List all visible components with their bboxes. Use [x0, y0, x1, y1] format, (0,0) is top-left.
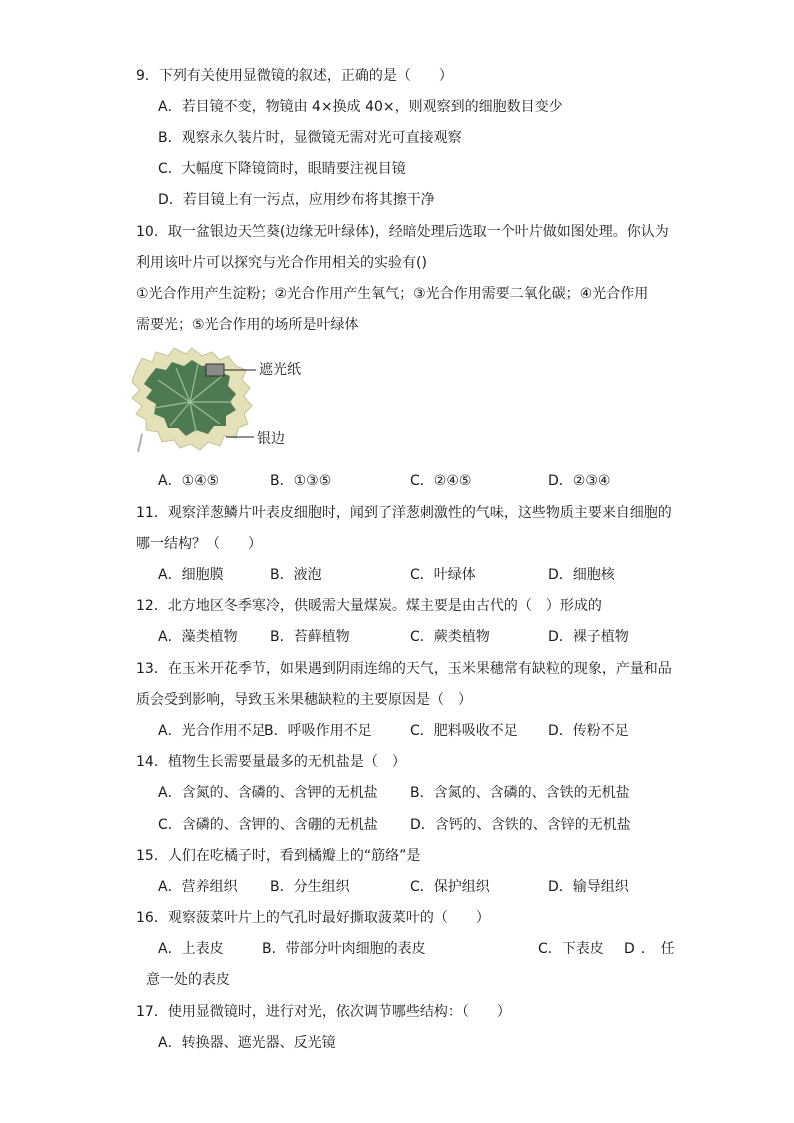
question-10-stem: 10．取一盆银边天竺葵(边缘无叶绿体)，经暗处理后选取一个叶片做如图处理。你认为: [136, 224, 669, 240]
question-16-option-b: B．带部分叶肉细胞的表皮: [262, 941, 426, 957]
question-16-option-c: C．下表皮: [538, 941, 604, 957]
question-17-stem: 17．使用显微镜时，进行对光，依次调节哪些结构：（ ）: [136, 1004, 511, 1020]
question-13-option-d: D．传粉不足: [548, 723, 629, 739]
question-9-stem: 9．下列有关使用显微镜的叙述，正确的是（ ）: [136, 68, 453, 84]
question-10-option-c: C．②④⑤: [410, 473, 472, 489]
question-15-option-a: A．营养组织: [158, 879, 238, 895]
question-13-option-c: C．肥料吸收不足: [410, 723, 518, 739]
question-17-option-a: A．转换器、遮光器、反光镜: [158, 1035, 336, 1051]
question-15-stem: 15．人们在吃橘子时，看到橘瓣上的“筋络”是: [136, 848, 421, 864]
figure-label-light-shield: 遮光纸: [259, 362, 301, 378]
question-10-option-b: B．①③⑤: [270, 473, 332, 489]
question-9-option-a: A．若目镜不变，物镜由 4×换成 40×，则观察到的细胞数目变少: [158, 99, 563, 115]
question-11-option-a: A．细胞膜: [158, 567, 224, 583]
question-16-stem: 16．观察菠菜叶片上的气孔时最好撕取菠菜叶的（ ）: [136, 910, 490, 926]
question-9-option-b: B．观察永久装片时，显微镜无需对光可直接观察: [158, 130, 462, 146]
question-10-option-a: A．①④⑤: [158, 473, 220, 489]
question-16-option-d-continued: 意一处的表皮: [146, 972, 230, 988]
question-12-stem: 12．北方地区冬季寒冷，供暖需大量煤炭。煤主要是由古代的（ ）形成的: [136, 598, 602, 614]
question-9-option-c: C．大幅度下降镜筒时，眼睛要注视目镜: [158, 161, 406, 177]
question-14-option-b: B．含氮的、含磷的、含铁的无机盐: [410, 785, 630, 801]
question-14-stem: 14．植物生长需要量最多的无机盐是（ ）: [136, 754, 406, 770]
question-12-option-d: D．裸子植物: [548, 629, 629, 645]
question-11-stem: 11．观察洋葱鳞片叶表皮细胞时，闻到了洋葱刺激性的气味，这些物质主要来自细胞的: [136, 505, 672, 521]
question-13-option-a: A．光合作用不足: [158, 723, 266, 739]
question-10-option-d: D．②③④: [548, 473, 611, 489]
question-11-option-b: B．液泡: [270, 567, 322, 583]
question-15-option-b: B．分生组织: [270, 879, 350, 895]
question-12-option-c: C．蕨类植物: [410, 629, 490, 645]
question-11-option-d: D．细胞核: [548, 567, 615, 583]
question-15-option-c: C．保护组织: [410, 879, 490, 895]
question-13-stem: 13．在玉米开花季节，如果遇到阴雨连绵的天气，玉米果穗常有缺粒的现象，产量和品: [136, 661, 672, 677]
question-14-option-d: D．含钙的、含铁的、含锌的无机盐: [410, 817, 631, 833]
question-12-option-b: B．苔藓植物: [270, 629, 350, 645]
question-16-option-d: D．任: [624, 941, 681, 957]
question-13-option-b: B．呼吸作用不足: [264, 723, 372, 739]
question-13-stem-line2: 质会受到影响，导致玉米果穗缺粒的主要原因是（ ）: [136, 692, 472, 708]
figure-label-silver-edge: 银边: [257, 431, 285, 447]
question-10-stem-line3: ①光合作用产生淀粉；②光合作用产生氧气；③光合作用需要二氧化碳；④光合作用: [136, 286, 649, 302]
question-16-option-a: A．上表皮: [158, 941, 224, 957]
light-shield-paper: [206, 364, 224, 376]
question-10-stem-line4: 需要光；⑤光合作用的场所是叶绿体: [136, 317, 359, 333]
question-11-option-c: C．叶绿体: [410, 567, 476, 583]
question-10-stem-line2: 利用该叶片可以探究与光合作用相关的实验有(): [136, 255, 427, 271]
question-14-option-a: A．含氮的、含磷的、含钾的无机盐: [158, 785, 378, 801]
question-12-option-a: A．藻类植物: [158, 629, 238, 645]
question-14-option-c: C．含磷的、含钾的、含硼的无机盐: [158, 817, 378, 833]
question-15-option-d: D．输导组织: [548, 879, 629, 895]
question-9-option-d: D．若目镜上有一污点，应用纱布将其擦干净: [158, 192, 435, 208]
question-11-stem-line2: 哪一结构？（ ）: [136, 536, 262, 552]
